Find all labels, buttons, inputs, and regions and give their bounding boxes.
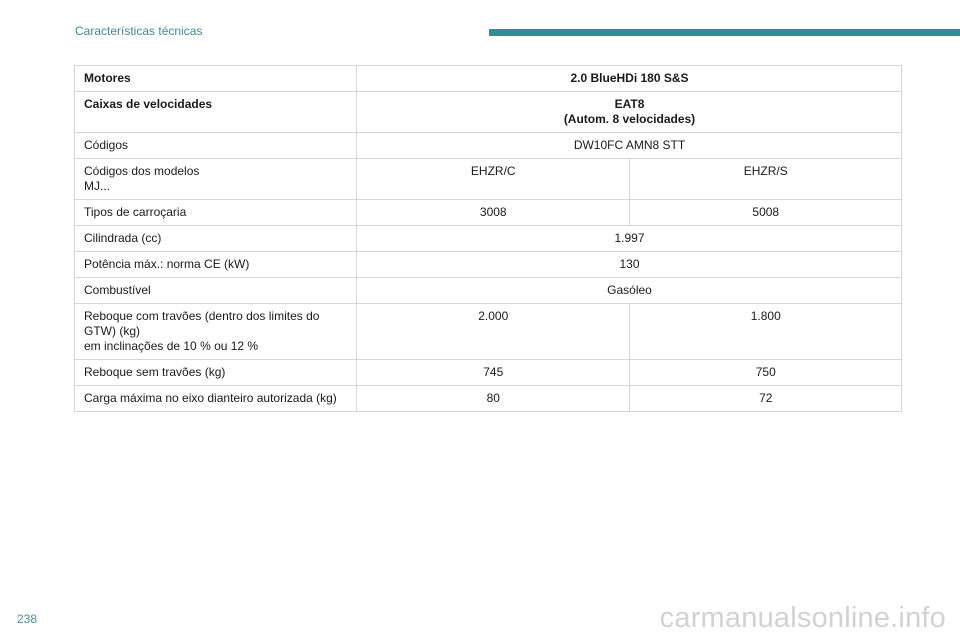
row-value: 745 [357,360,630,386]
header-accent-bar [489,29,960,36]
row-value: 72 [629,386,902,412]
table-row [75,252,902,278]
table-row [75,133,902,159]
row-value: EHZR/C [357,159,630,200]
row-label: Potência máx.: norma CE (kW) [75,252,357,278]
row-label: Combustível [75,278,357,304]
table-row [75,386,902,412]
table-row [75,66,902,92]
page-section-title: Características técnicas [75,24,203,38]
row-value: 3008 [357,200,630,226]
row-label: Motores [75,66,357,92]
table-row [75,226,902,252]
row-label: Carga máxima no eixo dianteiro autorizada (kg) [75,386,357,412]
row-value: 750 [629,360,902,386]
page-number: 238 [17,612,38,626]
table-row [75,200,902,226]
row-label: Caixas de velocidades [75,92,357,133]
row-value: 80 [357,386,630,412]
watermark-text: carmanualsonline.info [659,602,946,634]
row-value: Gasóleo [357,278,902,304]
table-row [75,360,902,386]
row-value: 2.0 BlueHDi 180 S&S [357,66,902,92]
row-label: Códigos dos modelos MJ... [75,159,357,200]
row-value: 130 [357,252,902,278]
table-row [75,159,902,200]
row-value: 1.800 [629,304,902,360]
row-value: 2.000 [357,304,630,360]
technical-specs-table [74,65,902,412]
row-label: Tipos de carroçaria [75,200,357,226]
table-row [75,278,902,304]
row-value: EAT8 (Autom. 8 velocidades) [357,92,902,133]
row-value: 1.997 [357,226,902,252]
table-row [75,92,902,133]
row-label: Cilindrada (cc) [75,226,357,252]
row-label: Reboque com travões (dentro dos limites do GTW) (kg) em inclinações de 10 % ou 12 % [75,304,357,360]
row-value: DW10FC AMN8 STT [357,133,902,159]
row-label: Códigos [75,133,357,159]
row-label: Reboque sem travões (kg) [75,360,357,386]
table-row [75,304,902,360]
row-value: EHZR/S [629,159,902,200]
row-value: 5008 [629,200,902,226]
